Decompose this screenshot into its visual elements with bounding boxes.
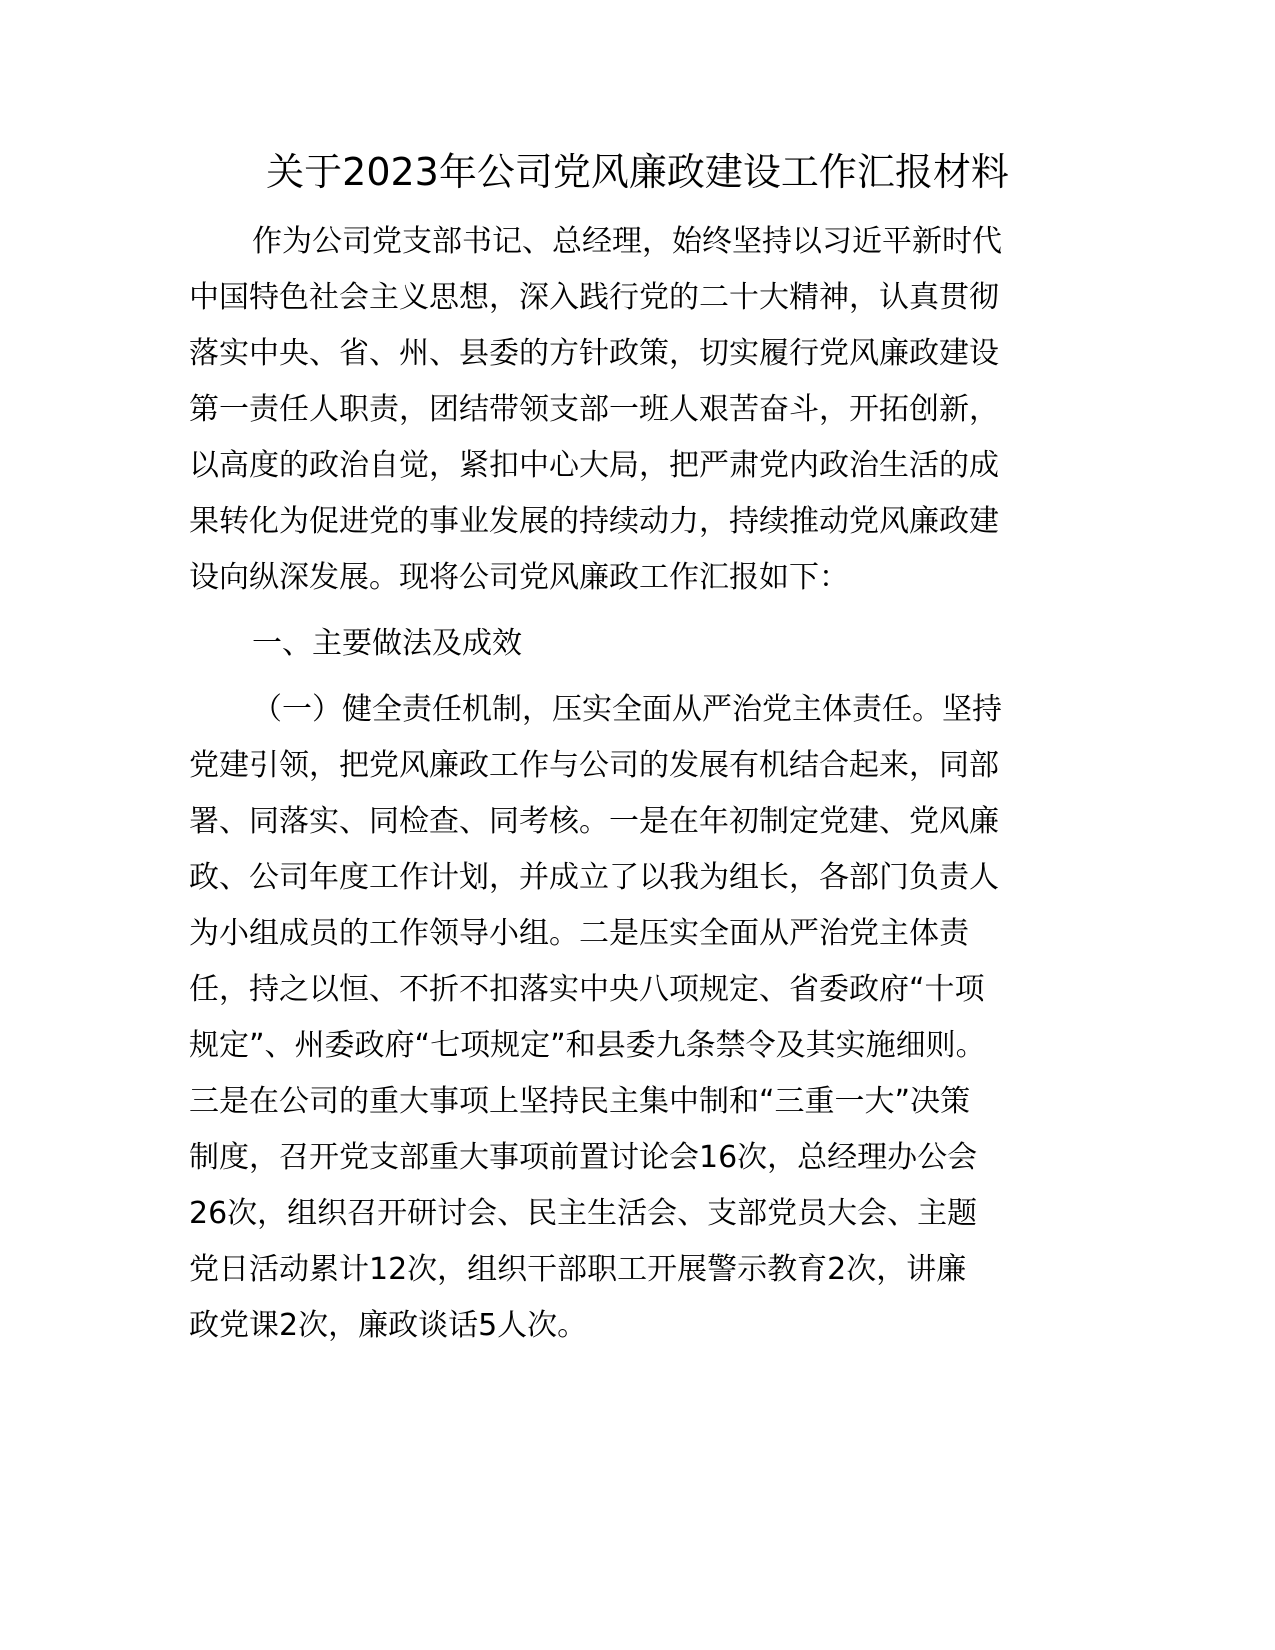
intro-line: 设向纵深发展。现将公司党风廉政工作汇报如下： <box>189 560 849 595</box>
body-line: 为小组成员的工作领导小组。二是压实全面从严治党主体责 <box>189 916 969 951</box>
body-line: 政党课2次，廉政谈话5人次。 <box>189 1308 588 1343</box>
intro-line: 落实中央、省、州、县委的方针政策，切实履行党风廉政建设 <box>189 336 999 371</box>
body-line: 署、同落实、同检查、同考核。一是在年初制定党建、党风廉 <box>189 804 999 839</box>
body-line: 制度，召开党支部重大事项前置讨论会16次，总经理办公会 <box>189 1140 978 1175</box>
intro-line: 以高度的政治自觉，紧扣中心大局，把严肃党内政治生活的成 <box>189 448 999 483</box>
intro-line: 中国特色社会主义思想，深入践行党的二十大精神，认真贯彻 <box>189 280 999 315</box>
document-title: 关于2023年公司党风廉政建设工作汇报材料 <box>266 150 1009 194</box>
body-line: 党建引领，把党风廉政工作与公司的发展有机结合起来，同部 <box>189 748 999 783</box>
body-line: （一）健全责任机制，压实全面从严治党主体责任。坚持 <box>252 692 1002 727</box>
body-line: 三是在公司的重大事项上坚持民主集中制和“三重一大”决策 <box>189 1084 971 1119</box>
body-line: 政、公司年度工作计划，并成立了以我为组长，各部门负责人 <box>189 860 999 895</box>
body-line: 26次，组织召开研讨会、民主生活会、支部党员大会、主题 <box>189 1196 978 1231</box>
body-line: 党日活动累计12次，组织干部职工开展警示教育2次，讲廉 <box>189 1252 967 1287</box>
body-line: 任，持之以恒、不折不扣落实中央八项规定、省委政府“十项 <box>189 972 985 1007</box>
intro-line: 果转化为促进党的事业发展的持续动力，持续推动党风廉政建 <box>189 504 999 539</box>
intro-line: 第一责任人职责，团结带领支部一班人艰苦奋斗，开拓创新， <box>189 392 999 427</box>
intro-line: 作为公司党支部书记、总经理，始终坚持以习近平新时代 <box>252 224 1002 259</box>
body-line: 规定”、州委政府“七项规定”和县委九条禁令及其实施细则。 <box>189 1028 986 1063</box>
section-heading: 一、主要做法及成效 <box>252 626 522 661</box>
